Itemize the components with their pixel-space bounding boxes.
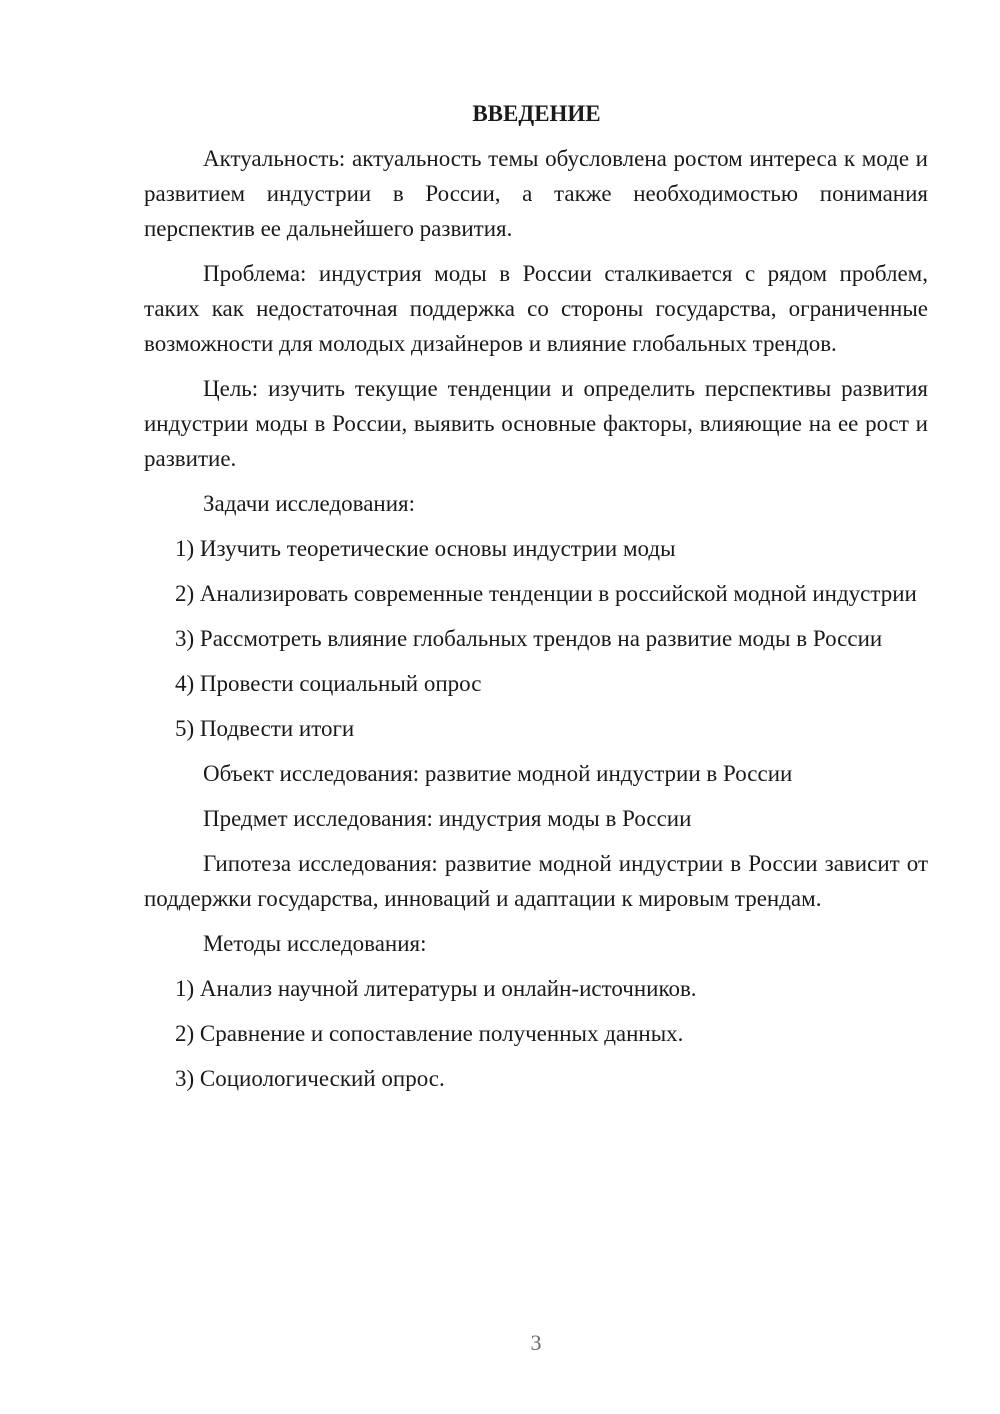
relevance-paragraph: Актуальность: актуальность темы обусловлена ростом интереса к моде и развитием индустрии в России, а также необходимостью понимания перспектив ее дальнейшего развития. bbox=[144, 146, 928, 241]
object-paragraph: Объект исследования: развитие модной индустрии в России bbox=[203, 761, 793, 786]
goal-paragraph: Цель: изучить текущие тенденции и определить перспективы развития индустрии моды в России, выявить основные факторы, влияющие на ее рост и развитие. bbox=[144, 376, 928, 471]
method-item: 3) Социологический опрос. bbox=[175, 1066, 445, 1091]
method-item: 2) Сравнение и сопоставление полученных данных. bbox=[175, 1021, 684, 1046]
problem-paragraph: Проблема: индустрия моды в России сталкивается с рядом проблем, таких как недостаточная поддержка со стороны государства, ограниченные возможности для молодых дизайнеров и влияние глобальных трендов. bbox=[144, 261, 928, 356]
page-body bbox=[144, 96, 928, 1106]
method-item: 1) Анализ научной литературы и онлайн-источников. bbox=[175, 976, 697, 1001]
page-title: ВВЕДЕНИЕ bbox=[472, 101, 601, 126]
task-item: 3) Рассмотреть влияние глобальных трендов на развитие моды в России bbox=[175, 626, 883, 651]
tasks-heading: Задачи исследования: bbox=[203, 491, 416, 516]
subject-paragraph: Предмет исследования: индустрия моды в России bbox=[203, 806, 692, 831]
methods-heading: Методы исследования: bbox=[203, 931, 427, 956]
task-item: 1) Изучить теоретические основы индустрии моды bbox=[175, 536, 676, 561]
task-item: 4) Провести социальный опрос bbox=[175, 671, 482, 696]
task-item: 5) Подвести итоги bbox=[175, 716, 355, 741]
hypothesis-paragraph: Гипотеза исследования: развитие модной индустрии в России зависит от поддержки государства, инноваций и адаптации к мировым трендам. bbox=[144, 851, 928, 911]
page-number: 3 bbox=[530, 1330, 542, 1355]
task-item: 2) Анализировать современные тенденции в российской модной индустрии bbox=[175, 581, 917, 606]
